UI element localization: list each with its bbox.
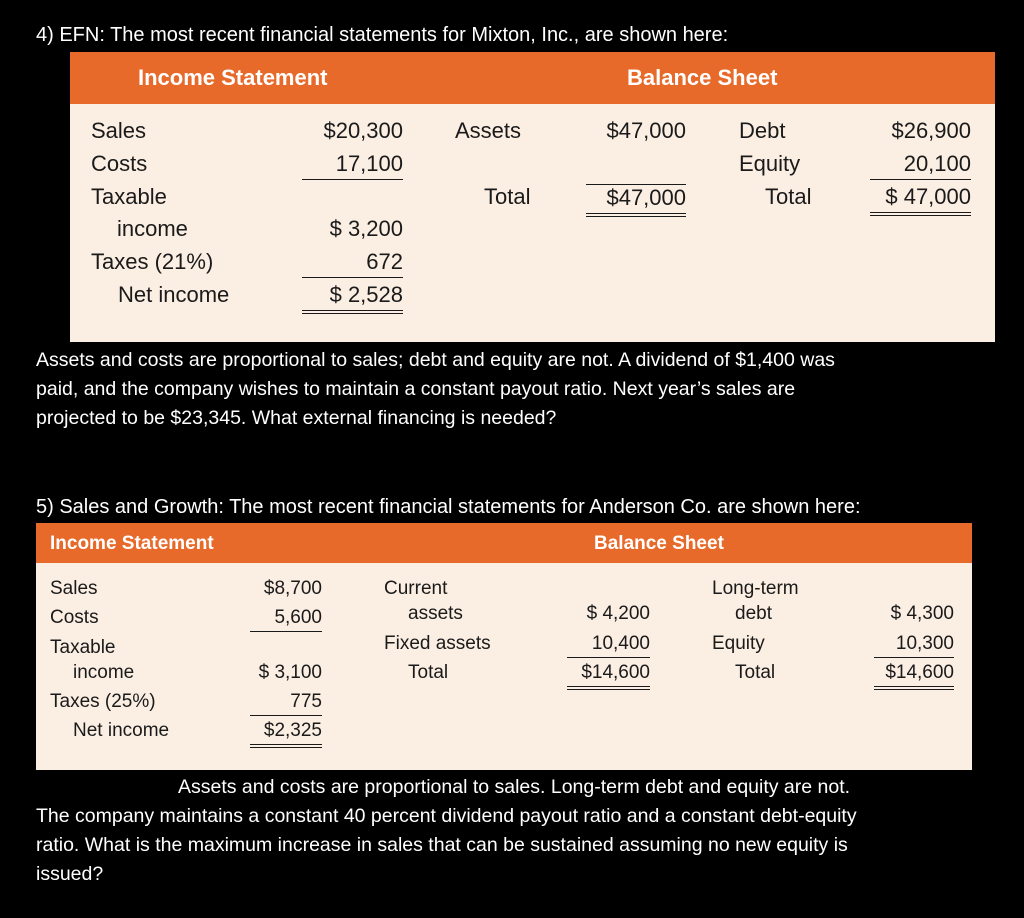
q5-costs-value: 5,600 — [250, 607, 322, 632]
q5-question-text — [36, 773, 996, 889]
q5-taxable-income-value: $ 3,100 — [258, 662, 322, 683]
q4-total-liabilities-label: Total — [765, 184, 812, 209]
q5-balance-sheet-header: Balance Sheet — [594, 533, 724, 554]
q4-taxes-label: Taxes (21%) — [91, 249, 214, 274]
q5-financial-statements — [36, 523, 972, 770]
q4-net-income-value: $ 2,528 — [302, 282, 403, 314]
q4-debt-value: $26,900 — [891, 118, 971, 143]
q5-fixed-assets-value: 10,400 — [567, 633, 650, 658]
q4-income-label: income — [117, 216, 188, 241]
q4-taxes-value: 672 — [302, 249, 403, 278]
q5-debt-label: debt — [735, 603, 772, 624]
q5-taxes-label: Taxes (25%) — [50, 691, 156, 712]
q5-costs-label: Costs — [50, 607, 99, 628]
q4-equity-label: Equity — [739, 151, 801, 176]
q4-net-income-label: Net income — [118, 282, 230, 307]
q5-text-line: Assets and costs are proportional to sales. Long-term debt and equity are not. — [178, 776, 851, 798]
q4-text-line: paid, and the company wishes to maintain a constant payout ratio. Next year’s sales are — [36, 378, 796, 400]
q5-current-assets-label: assets — [408, 603, 463, 624]
q5-taxes-value: 775 — [250, 691, 322, 716]
q5-net-income-value: $2,325 — [250, 720, 322, 748]
q5-income-statement-header: Income Statement — [50, 533, 214, 554]
q4-costs-label: Costs — [91, 151, 148, 176]
q5-sales-value: $8,700 — [263, 578, 322, 599]
q5-taxable-label: Taxable — [50, 637, 116, 658]
q5-net-income-label: Net income — [73, 720, 170, 741]
q5-income-label: income — [73, 662, 135, 683]
q4-income-statement-header: Income Statement — [138, 65, 328, 90]
q5-equity-value: 10,300 — [874, 633, 954, 658]
q4-total-assets-value: $47,000 — [586, 184, 686, 217]
q4-question-text — [36, 346, 835, 433]
q4-taxable-income-value: $ 3,200 — [329, 216, 403, 241]
q4-costs-value: 17,100 — [302, 151, 403, 180]
q5-equity-label: Equity — [712, 633, 765, 654]
q4-total-liabilities-value: $ 47,000 — [870, 184, 971, 216]
q4-title: 4) EFN: The most recent financial statements for Mixton, Inc., are shown here: — [36, 24, 729, 46]
q5-total-liabilities-value: $14,600 — [874, 662, 954, 690]
q5-total-liabilities-label: Total — [735, 662, 776, 683]
q5-text-line: The company maintains a constant 40 percent dividend payout ratio and a constant debt-equity — [36, 805, 857, 827]
q5-text-line: issued? — [36, 863, 104, 885]
q4-balance-sheet-header: Balance Sheet — [627, 65, 778, 90]
q4-equity-value: 20,100 — [870, 151, 971, 180]
q5-title: 5) Sales and Growth: The most recent financial statements for Anderson Co. are shown here: — [36, 496, 861, 518]
q5-fixed-assets-label: Fixed assets — [384, 633, 491, 654]
q5-text-line: ratio. What is the maximum increase in sales that can be sustained assuming no new equity is — [36, 834, 848, 856]
q4-header-band — [70, 52, 995, 104]
q5-long-term-debt-value: $ 4,300 — [890, 603, 954, 624]
q5-current-label: Current — [384, 578, 448, 599]
q4-sales-value: $20,300 — [323, 118, 403, 143]
q4-financial-statements — [70, 52, 995, 342]
q5-total-assets-value: $14,600 — [567, 662, 650, 690]
q4-assets-value: $47,000 — [606, 118, 686, 143]
q4-assets-label: Assets — [455, 118, 522, 143]
q4-taxable-label: Taxable — [91, 184, 167, 209]
q5-sales-label: Sales — [50, 578, 98, 599]
q5-header-band — [36, 523, 972, 563]
q4-debt-label: Debt — [739, 118, 786, 143]
q5-total-assets-label: Total — [408, 662, 449, 683]
q4-text-line: projected to be $23,345. What external financing is needed? — [36, 407, 557, 429]
q5-current-assets-value: $ 4,200 — [586, 603, 650, 624]
q4-total-assets-label: Total — [484, 184, 531, 209]
q4-text-line: Assets and costs are proportional to sales; debt and equity are not. A dividend of $1,400 was — [36, 349, 835, 371]
q5-long-term-label: Long-term — [712, 578, 799, 599]
q4-sales-label: Sales — [91, 118, 147, 143]
